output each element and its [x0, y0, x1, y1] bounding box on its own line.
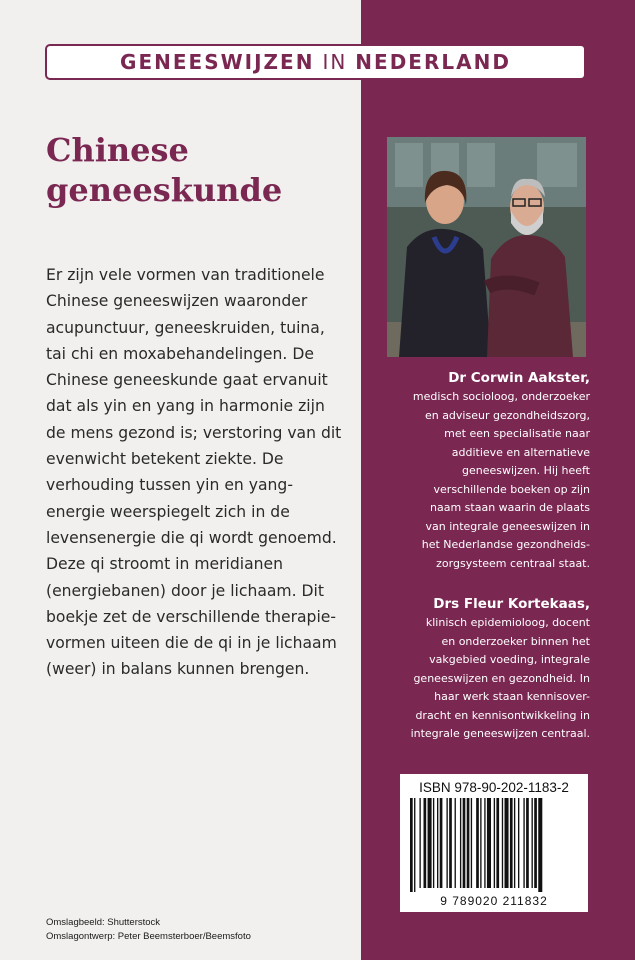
isbn-barcode: [400, 774, 588, 912]
author-2-bio-line: integrale geneeswijzen centraal.: [410, 727, 590, 740]
blurb-line: de mens gezond is; verstoring van dit: [46, 423, 342, 442]
blurb-line: (weer) in balans kunnen brengen.: [46, 660, 310, 679]
barcode-bar: [460, 798, 461, 888]
title-line: Chinese: [46, 131, 189, 169]
blurb-line: tai chi en moxabehandelingen. De: [46, 344, 314, 363]
blurb-line: Er zijn vele vormen van traditionele: [46, 266, 325, 284]
barcode-bar: [440, 798, 443, 888]
barcode-bar: [514, 798, 515, 888]
barcode-bar: [484, 798, 485, 888]
author-photo-illustration: [387, 137, 586, 357]
blurb-line: verhouding tussen yin en yang-: [46, 476, 293, 495]
series-word-3: NEDERLAND: [355, 50, 511, 74]
author-1-bio-line: medisch socioloog, onderzoeker: [412, 390, 590, 403]
series-banner: [45, 44, 586, 80]
barcode-bar: [523, 798, 524, 888]
series-word-1: GENEESWIJZEN: [120, 50, 315, 74]
barcode-bar: [419, 798, 420, 888]
author-1-bio-line: additieve en alternatieve: [451, 445, 590, 459]
barcode-bar: [410, 798, 413, 892]
blurb-line: evenwicht betekent ziekte. De: [46, 450, 284, 469]
title-line: geneeskunde: [46, 171, 283, 209]
author-2-bio-line: klinisch epidemioloog, docent: [425, 616, 590, 629]
author-2-name: Drs Fleur Kortekaas,: [433, 596, 590, 612]
barcode-bar: [518, 798, 519, 888]
barcode-bar: [471, 798, 472, 888]
barcode-bar: [534, 798, 537, 888]
barcode-digits: 9 789020 211832: [440, 894, 548, 908]
author-2-bio: [393, 594, 590, 744]
author-1-bio-line: van integrale geneeswijzen in: [425, 519, 590, 533]
barcode-bar: [446, 798, 447, 888]
author-1-bio-line: het Nederlandse gezondheids-: [421, 538, 590, 551]
barcode-bar: [502, 798, 503, 888]
barcode-bar: [463, 798, 466, 888]
author-1-bio: [393, 368, 590, 573]
barcode-bar: [532, 798, 533, 888]
barcode-bars: [406, 798, 582, 892]
author-2-bio-line: en onderzoeker binnen het: [441, 634, 590, 648]
barcode-bar: [480, 798, 481, 888]
barcode-bar: [455, 798, 456, 888]
author-1-bio-line: met een specialisatie naar: [444, 427, 590, 440]
series-word-2: IN: [322, 50, 348, 74]
barcode-bar: [437, 798, 438, 888]
book-title: [46, 130, 346, 210]
blurb-line: Chinese geneeswijzen waaronder: [46, 292, 308, 311]
barcode-bar: [494, 798, 495, 888]
cover-credits: [46, 916, 346, 944]
blurb-line: acupunctuur, geneeskruiden, tuina,: [46, 318, 325, 337]
barcode-bar: [414, 798, 415, 892]
barcode-bar: [538, 798, 542, 892]
author-2-bio-line: dracht en kennisontwikkeling in: [415, 708, 590, 722]
barcode-bar: [487, 798, 491, 888]
blurb-line: energie weerspiegelt zich in de: [46, 502, 290, 521]
author-2-bio-line: geneeswijzen en gezondheid. In: [413, 671, 590, 685]
blurb-line: boekje zet de verschillende therapie-: [46, 607, 336, 626]
blurb-line: levensenergie die qi wordt genoemd.: [46, 528, 337, 547]
blurb-line: (energiebanen) door je lichaam. Dit: [46, 581, 324, 600]
barcode-bar: [505, 798, 509, 888]
barcode-bar: [449, 798, 452, 888]
barcode-bar: [428, 798, 432, 888]
cover-image-credit: Omslagbeeld: Shutterstock: [46, 917, 161, 928]
barcode-bar: [526, 798, 529, 888]
barcode-bar: [424, 798, 427, 888]
blurb-line: Chinese geneeskunde gaat ervanuit: [46, 371, 328, 390]
author-1-bio-line: verschillende boeken op zijn: [433, 482, 590, 496]
barcode-bar: [433, 798, 434, 888]
author-1-bio-line: en adviseur gezondheidszorg,: [424, 408, 590, 422]
blurb-line: vormen uiteen die de qi in je lichaam: [46, 634, 337, 653]
cover-design-credit: Omslagontwerp: Peter Beemsterboer/Beemsfoto: [46, 931, 251, 942]
barcode-bar: [476, 798, 479, 888]
author-1-bio-line: geneeswijzen. Hij heeft: [462, 464, 590, 477]
isbn-label: ISBN 978-90-202-1183-2: [419, 780, 569, 795]
blurb-line: Deze qi stroomt in meridianen: [46, 555, 284, 574]
author-2-bio-line: vakgebied voeding, integrale: [429, 653, 590, 666]
blurb-line: dat als yin en yang in harmonie zijn: [46, 397, 325, 416]
author-2-bio-line: haar werk staan kennisover-: [434, 690, 590, 703]
barcode-bar: [510, 798, 513, 888]
author-photo: [387, 137, 586, 357]
author-1-bio-line: zorgsysteem centraal staat.: [436, 556, 590, 570]
barcode-bar: [496, 798, 499, 888]
barcode-bar: [467, 798, 470, 888]
author-1-name: Dr Corwin Aakster,: [448, 370, 590, 386]
author-1-bio-line: naam staan waarin de plaats: [430, 501, 590, 514]
book-blurb: [46, 262, 358, 683]
